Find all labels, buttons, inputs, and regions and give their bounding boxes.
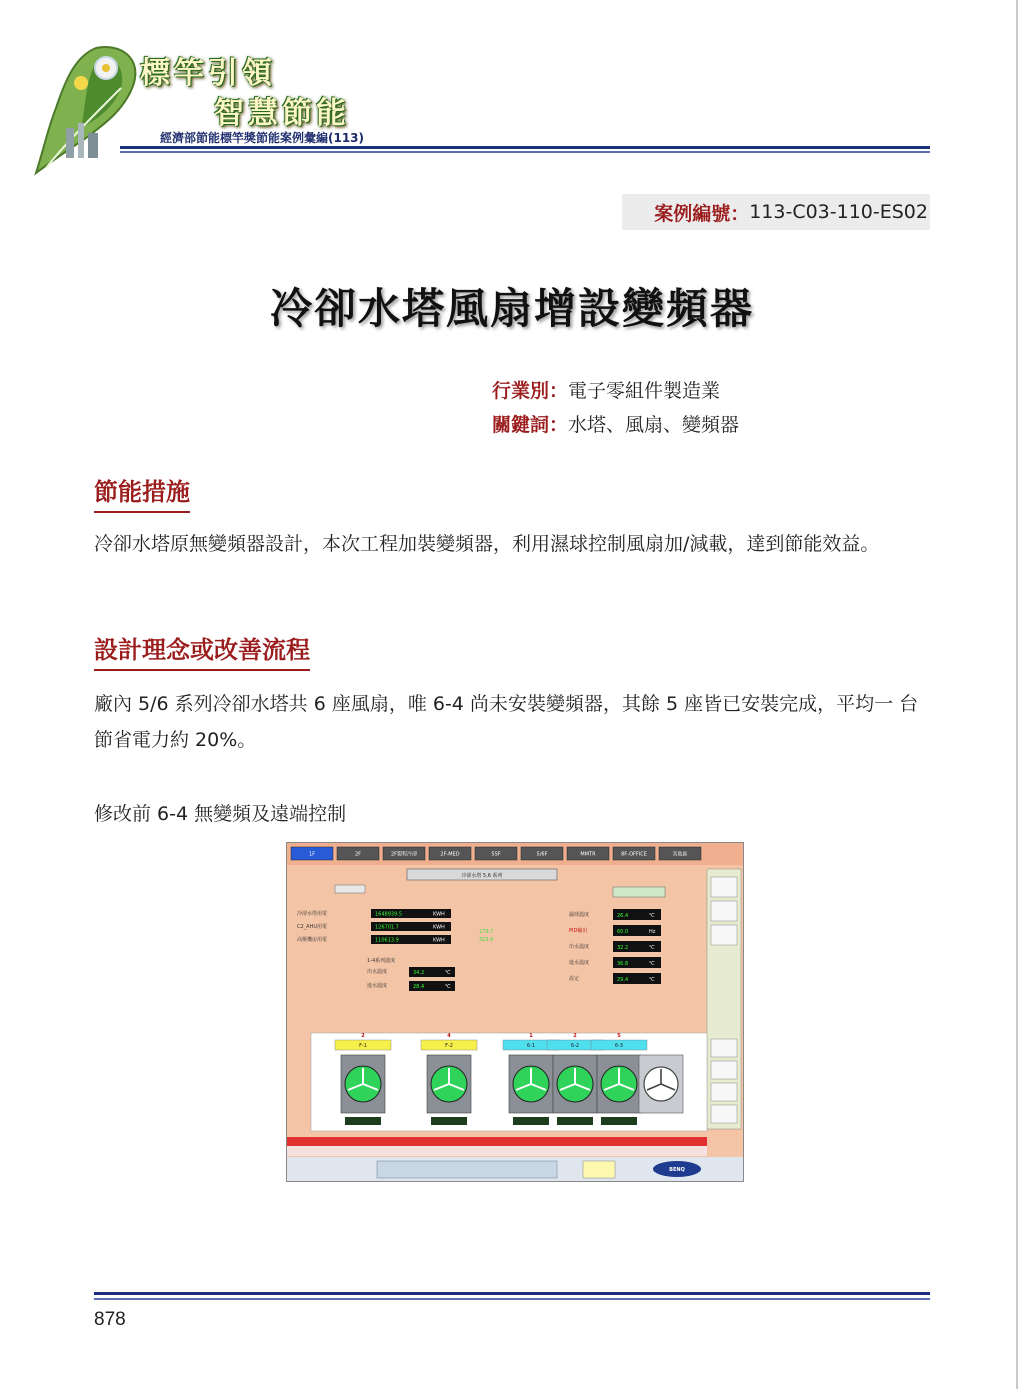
scada-screenshot [286,842,744,1182]
scada-readout-unit: KWH [433,911,445,918]
fan-status-box [345,1117,381,1125]
scada-mode-toggle [613,887,665,897]
scada-tab-label: 5SF [491,851,501,858]
scada-tab-label: 5/6F [536,851,548,858]
scada-temp-label: 出水溫度 [367,969,388,975]
scada-right-label: 出水溫度 [569,944,590,950]
fan-number: 1 [529,1033,533,1039]
design-paragraph: 廠內 5/6 系列冷卻水塔共 6 座風扇，唯 6-4 尚未安裝變頻器，其餘 5 座皆已安裝完成，平均一 台節省電力約 20%。 [94,693,919,751]
scada-temp-label: 進水溫度 [367,983,388,989]
keywords-label: 關鍵詞： [492,414,569,436]
scada-readout-label: 高壓機房用電 [297,937,328,943]
case-number-label: 案例編號： [654,202,750,225]
header-rule [120,146,930,149]
scada-right-label: 濕球溫度 [569,912,590,918]
scada-right-unit: ℃ [649,977,655,983]
meta-keywords [492,410,739,437]
scada-right-value: 32.2 [617,945,629,951]
fan-number: 5 [617,1033,621,1039]
keywords-value: 水塔、風扇、變頻器 [568,414,740,436]
header-rule-thin [120,151,930,153]
scada-alarm-log [287,1146,707,1156]
scada-tab-label: MMTR [580,851,596,858]
footer-rule [94,1292,930,1295]
scada-tab-label: 2F [354,851,362,858]
scada-green-value-1: 179.7 [479,929,494,935]
scada-right-unit: Hz [649,929,656,935]
scada-right-value: 29.4 [617,977,629,983]
scada-tab-label: 2F-MED [440,851,460,858]
slogan-line-1: 標竿引領 [140,56,276,91]
scada-readout-unit: KWH [433,937,445,944]
scada-temp-value: 28.4 [413,984,425,990]
scada-readout-value: 126701.7 [375,924,399,931]
scada-temp-unit: ℃ [445,984,451,990]
case-number-value: 113-C03-110-ES02 [749,201,928,223]
scada-green-value-2: 323.6 [479,937,494,943]
fan-number: 2 [573,1033,577,1039]
scada-panel-title: 冷卻水塔 5,6 系列 [461,873,503,879]
fan-label: 6-3 [614,1043,624,1049]
scada-tab-label: 1F [308,851,316,858]
slogan-line-2: 智慧節能 [214,96,350,131]
scada-right-label: 進水溫度 [569,960,590,966]
fan-6-4-no-vfd [639,1055,683,1113]
scada-tab-label: 其他區 [672,851,688,858]
scada-tab-label: 2F製程冷卻 [390,851,418,858]
scada-right-label: PID輸出 [569,928,588,934]
industry-value: 電子零組件製造業 [568,380,721,402]
page-title: 冷卻水塔風扇增設變頻器 [269,284,754,333]
page-edge [1016,0,1018,1389]
fan-label: 6-2 [570,1043,580,1049]
section-heading-design: 設計理念或改善流程 [94,630,310,671]
fan-label: F-1 [359,1043,367,1049]
industry-label: 行業別： [492,380,569,402]
footer-rule-thin [94,1298,930,1300]
scada-temp-unit: ℃ [445,970,451,976]
page-number: 878 [94,1309,126,1330]
scada-right-value: 60.0 [617,929,629,935]
scada-readout-label: 冷卻水塔用電 [297,911,328,917]
scada-brand: BENQ [669,1167,685,1173]
meta-industry [492,376,720,403]
scada-alarm-bar [287,1137,707,1146]
scada-svg [287,843,743,1181]
fan-status-box [557,1117,593,1125]
scada-right-value: 26.4 [617,913,629,919]
scada-temp-value: 34.2 [413,970,425,976]
scada-right-unit: ℃ [649,961,655,967]
scada-tab-label: 8F-OFFICE [621,851,647,858]
fan-number: 2 [361,1033,365,1039]
scada-right-value: 36.8 [617,961,629,967]
scada-readout-value: 1648939.5 [375,911,403,918]
fan-status-box [601,1117,637,1125]
scada-readout-label: C2_AHU用電 [297,924,328,930]
figure-caption: 修改前 6-4 無變頻及遠端控制 [94,803,347,825]
scada-small-button [335,885,365,893]
fan-label: F-2 [445,1043,453,1049]
measures-paragraph: 冷卻水塔原無變頻器設計，本次工程加裝變頻器，利用濕球控制風扇加/減載，達到節能效益。 [94,533,880,555]
scada-right-unit: ℃ [649,945,655,951]
scada-series-label: 1-4系列溫度 [367,958,396,964]
section-heading-measures: 節能措施 [94,472,190,513]
fan-number: 4 [447,1033,451,1039]
fan-status-box [431,1117,467,1125]
case-number-box [622,194,930,230]
fan-status-box [513,1117,549,1125]
header-subtitle: 經濟部節能標竿獎節能案例彙編(113) [160,131,365,145]
scada-readout-value: 110613.9 [375,937,399,944]
scada-readout-unit: KWH [433,924,445,931]
scada-right-unit: ℃ [649,913,655,919]
scada-right-label: 設定 [569,976,580,982]
fan-label: 6-1 [526,1043,536,1049]
